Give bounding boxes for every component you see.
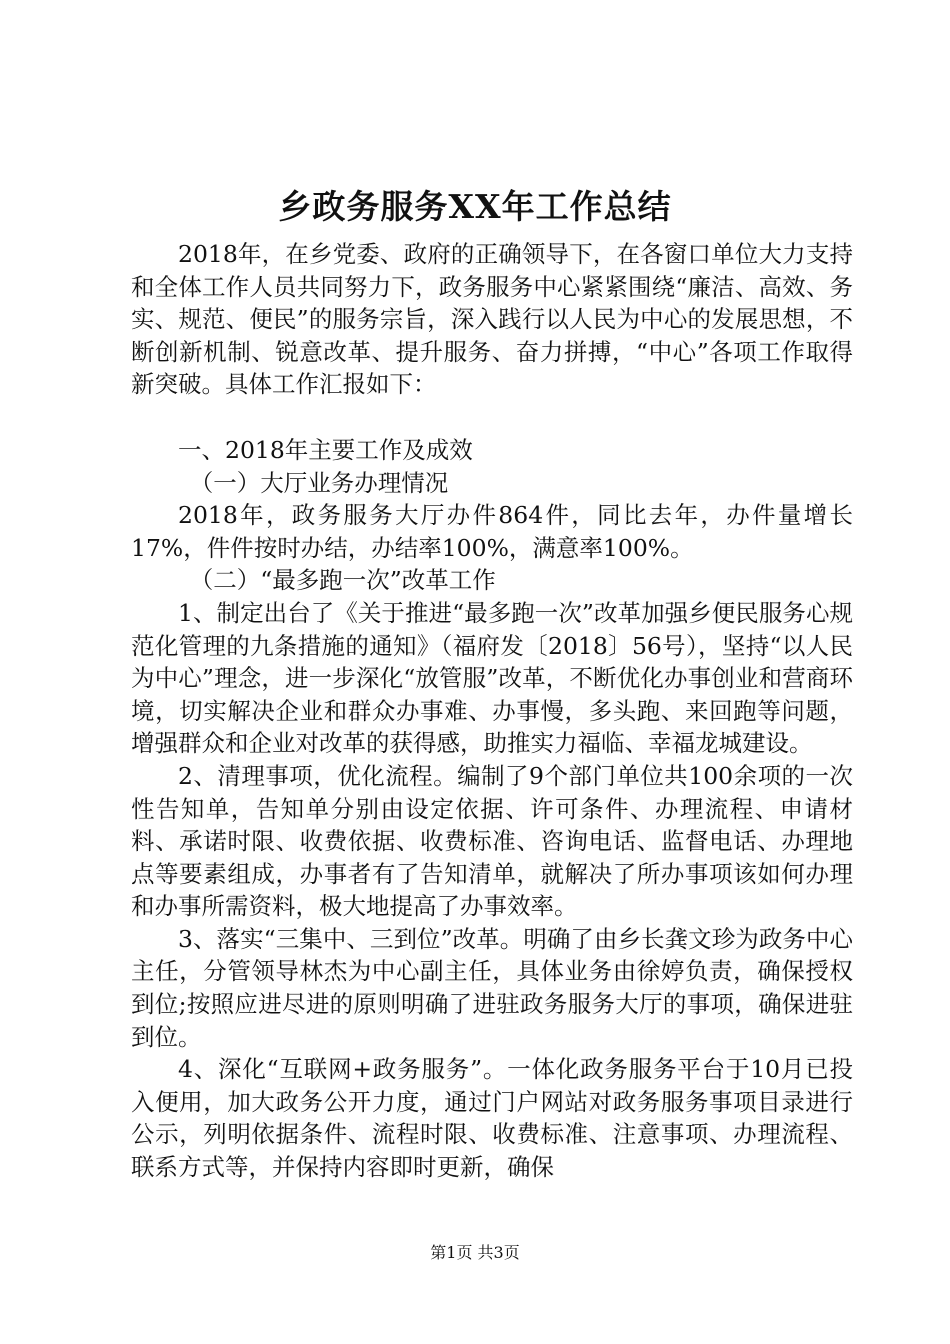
document-title: 乡政务服务XX年工作总结 — [278, 187, 672, 226]
reform-item-4: 4、深化“互联网+政务服务”。一体化政务服务平台于10月已投入便用，加大政务公开力度，通过门户网站对政务服务事项目录进行公示，列明依据条件、流程时限、收费标准、注意事项、办理流程、联系方式等，并保持内容即时更新，确保 — [131, 1055, 853, 1182]
section-heading-1: 一、2018年主要工作及成效 — [178, 435, 473, 464]
page-footer: 第1页 共3页 — [430, 1243, 520, 1262]
reform-item-3: 3、落实“三集中、三到位”改革。明确了由乡长龚文珍为政务中心主任，分管领导林杰为中心副主任，具体业务由徐婷负责，确保授权到位;按照应进尽进的原则明确了进驻政务服务大厅的事项，确保进驻到位。 — [131, 924, 853, 1051]
subsection-heading-1: （一）大厅业务办理情况 — [189, 468, 449, 497]
reform-item-2: 2、清理事项，优化流程。编制了9个部门单位共100余项的一次性告知单，告知单分别由设定依据、许可条件、办理流程、申请材料、承诺时限、收费依据、收费标准、咨询电话、监督电话、办理地点等要素组成，办事者有了告知清单，就解决了所办事项该如何办理和办事所需资料，极大地提高了办事效率。 — [131, 761, 853, 921]
reform-item-1: 1、制定出台了《关于推进“最多跑一次”改革加强乡便民服务心规范化管理的九条措施的通知》（福府发〔2018〕56号），坚持“以人民为中心”理念，进一步深化“放管服”改革，不断优化办事创业和营商环境，切实解决企业和群众办事难、办事慢，多头跑、来回跑等问题，增强群众和企业对改革的获得感，助推实力福临、幸福龙城建设。 — [131, 598, 853, 758]
hall-business-paragraph: 2018年，政务服务大厅办件864件，同比去年，办件量增长17%，件件按时办结，办结率100%，满意率100%。 — [131, 501, 853, 562]
subsection-heading-2: （二）“最多跑一次”改革工作 — [189, 566, 496, 595]
document-body — [131, 238, 853, 1184]
intro-paragraph: 2018年，在乡党委、政府的正确领导下，在各窗口单位大力支持和全体工作人员共同努力下，政务服务中心紧紧围绕“廉洁、高效、务实、规范、便民”的服务宗旨，深入践行以人民为中心的发展思想，不断创新机制、锐意改革、提升服务、奋力拼搏，“中心”各项工作取得新突破。具体工作汇报如下： — [131, 240, 853, 399]
